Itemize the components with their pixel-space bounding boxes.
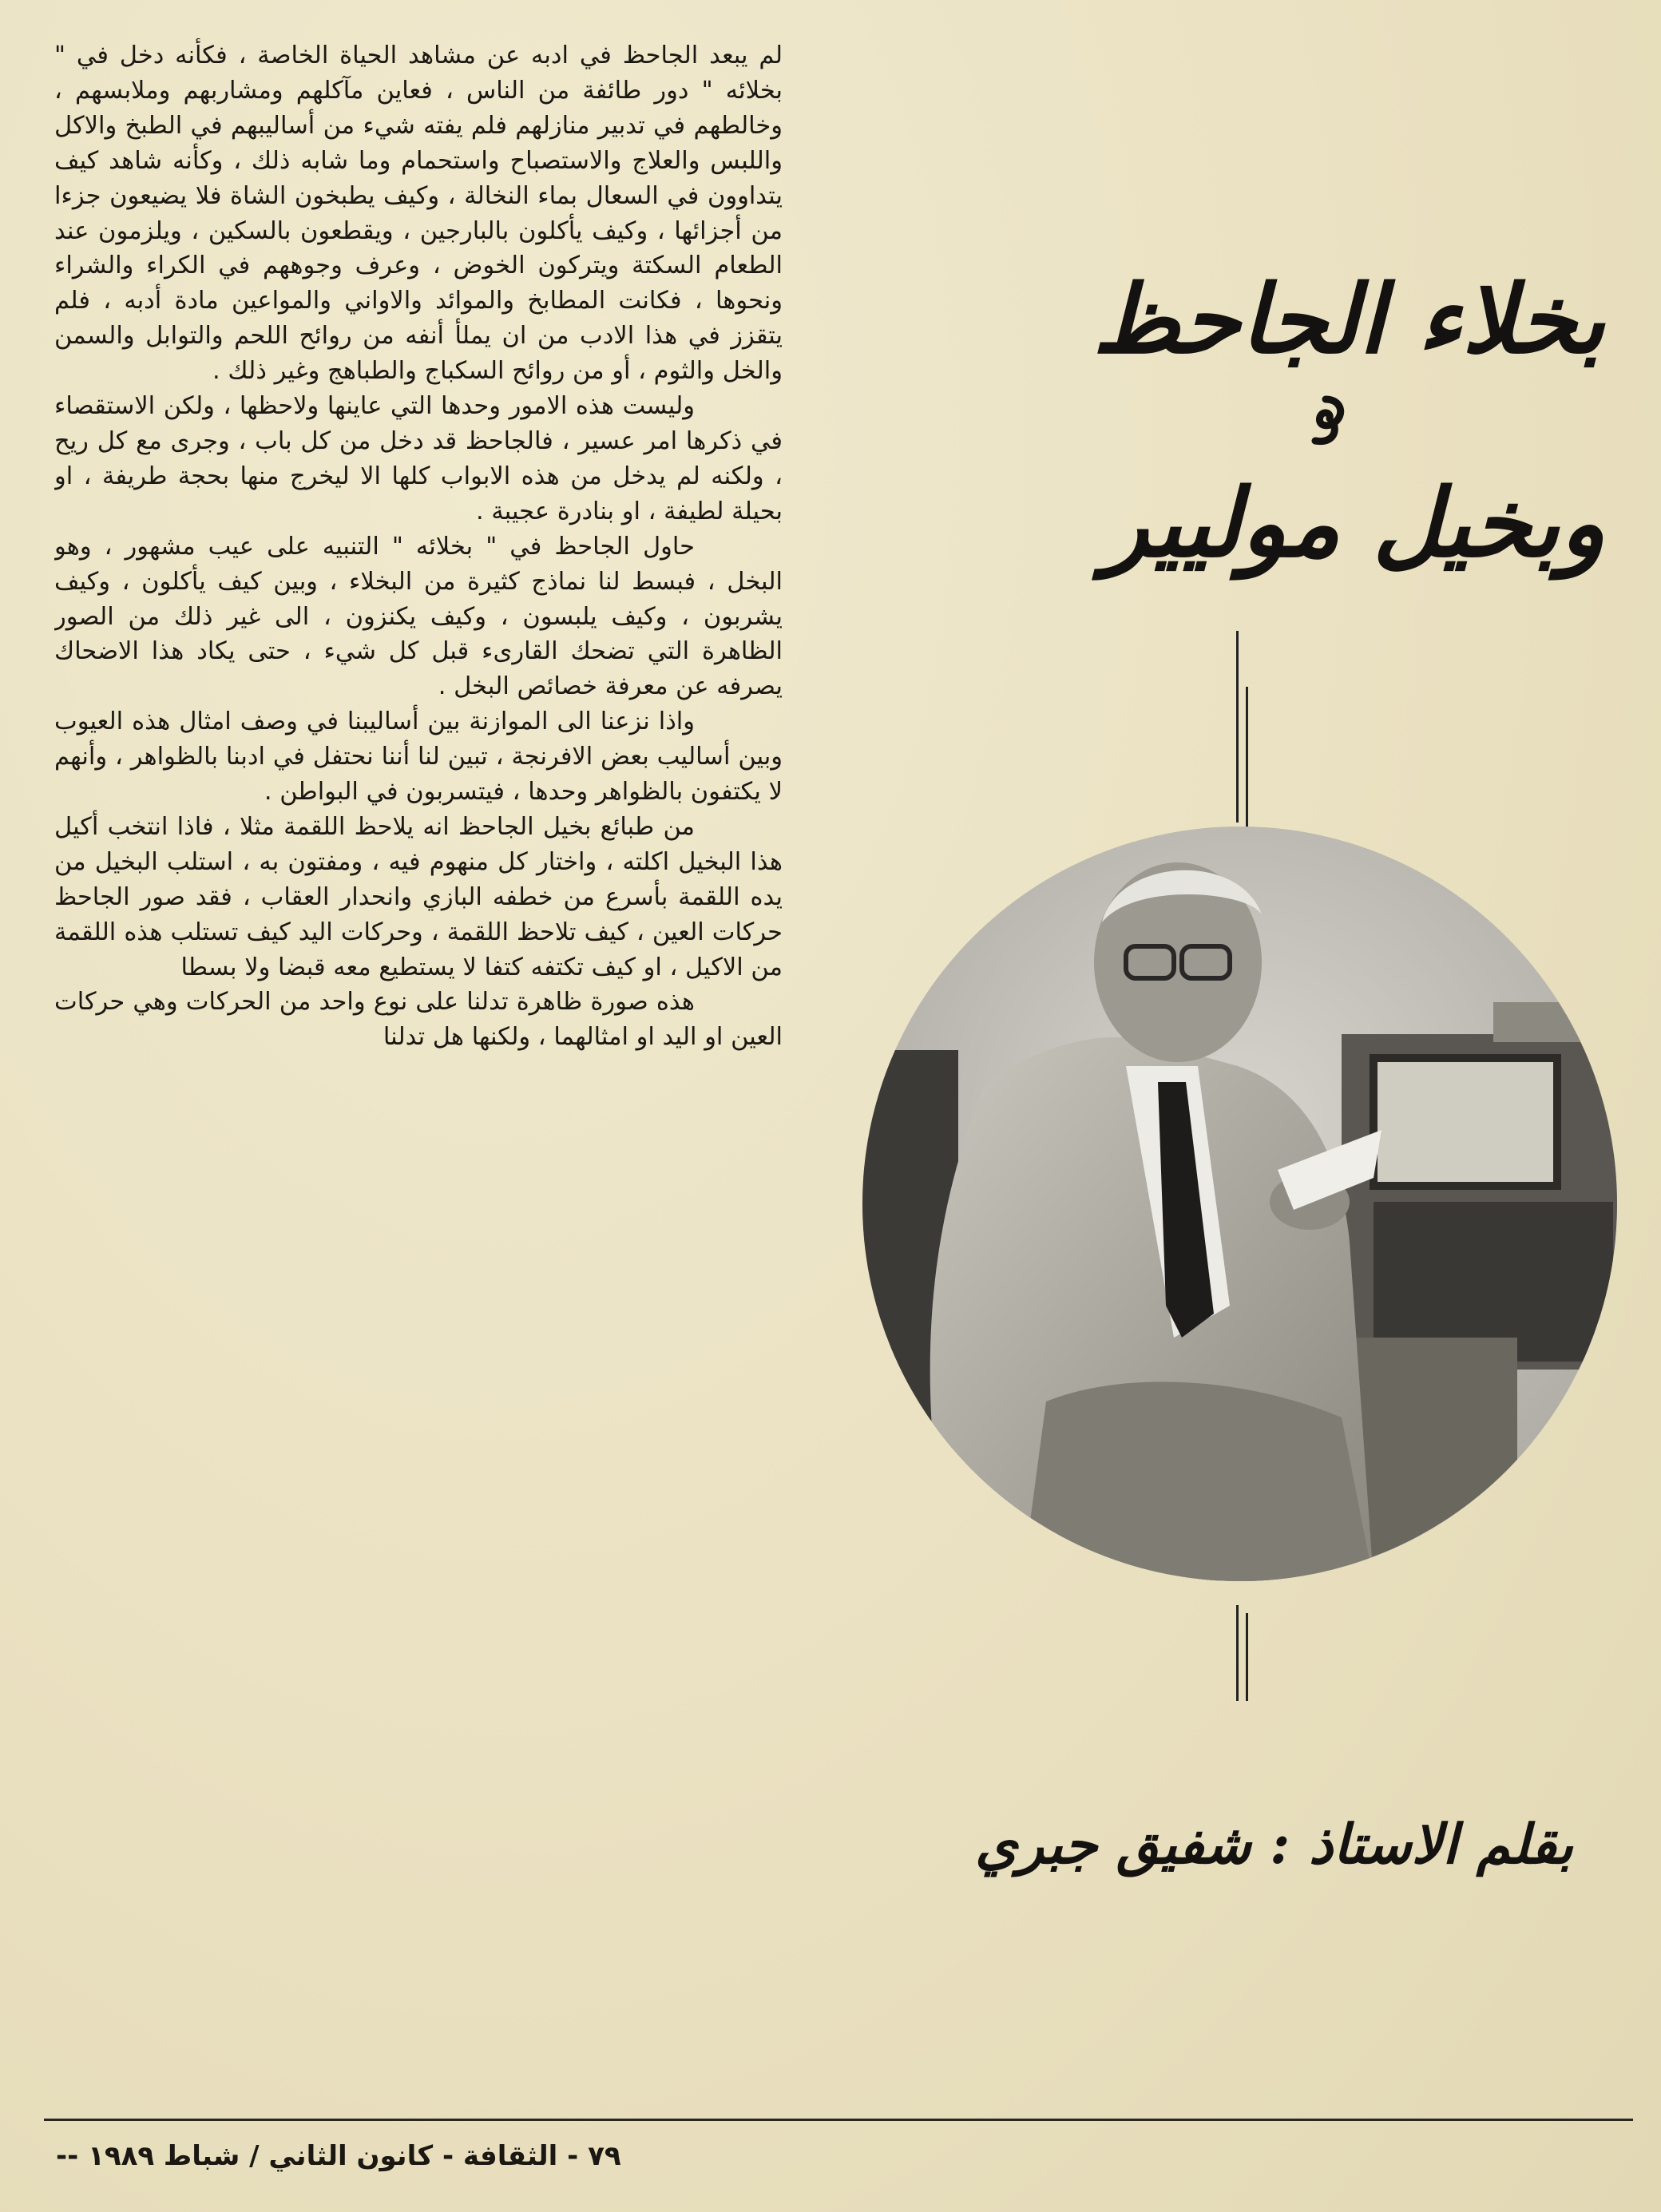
page-footer: -- ٧٩ - الثقافة - كانون الثاني / شباط ١٩٨٩: [56, 2140, 621, 2172]
article-paragraph-4: واذا نزعنا الى الموازنة بين أساليبنا في وصف امثال هذه العيوب وبين أساليب بعض الافرنجة ، تبين لنا أننا نحتفل في ادبنا بالظواهر ، وأنهم لا يكتفون بالظواهر وحدها ، فيتسربون في البواطن .: [54, 708, 783, 807]
divider-rule: [1236, 1605, 1239, 1701]
article-paragraph-2: وليست هذه الامور وحدها التي عاينها ولاحظها ، ولكن الاستقصاء في ذكرها امر عسير ، فالجاحظ قد دخل من كل باب ، وجرى مع كل ريح ، ولكنه لم يدخل من هذه الابواب كلها الا ليخرج منها بحجة طريفة ، او بحيلة لطيفة ، او بنادرة عجيبة .: [54, 392, 783, 525]
article-paragraph-1: لم يبعد الجاحظ في ادبه عن مشاهد الحياة الخاصة ، فكأنه دخل في " بخلائه " دور طائفة من الناس ، فعاين مآكلهم ومشاربهم وملابسهم ، وخالطهم في تدبير منازلهم فلم يفته شيء من أساليبهم في الطبخ والاكل واللبس والعلاج والاستصباح واستحمام وما شابه ذلك ، وكأنه شاهد كيف يتداوون في السعال بماء النخالة ، وكيف يطبخون الشاة فلا يضيعون جزءا من أجزائها ، وكيف يأكلون بالبارجين ، ويقطعون بالسكين ، ويلزمون عند الطعام السكتة ويتركون الخوض ، وعرف وجوههم في الكراء والشراء ونحوها ، فكانت المطابخ والموائد والاواني والمواعين مادة أدبه ، فلم يتقزز في هذا الادب من ان يملأ أنفه من روائح اللحم والتوابل والسمن والخل والثوم ، أو من روائح السكباج والطباهج وغير ذلك .: [54, 42, 783, 386]
title-connector-glyph: [1298, 391, 1354, 447]
article-paragraph-3: حاول الجاحظ في " بخلائه " التنبيه على عيب مشهور ، وهو البخل ، فبسط لنا نماذج كثيرة من البخلاء ، وبين كيف يأكلون ، وكيف يشربون ، وكيف يلبسون ، وكيف يكنزون ، الى غير ذلك من الصور الظاهرة التي تضحك القارىء قبل كل شيء ، حتى يكاد هذا الاضحاك يصرفه عن معرفة خصائص البخل .: [54, 532, 783, 701]
portrait-image: [862, 827, 1617, 1581]
article-body: [54, 38, 783, 2099]
author-photo: [862, 827, 1617, 1581]
divider-rule: [1246, 1613, 1248, 1701]
article-paragraph-5: من طبائع بخيل الجاحظ انه يلاحظ اللقمة مثلا ، فاذا انتخب أكيل هذا البخيل اكلته ، واختار كل منهوم فيه ، ومفتون به ، استلب البخيل من يده اللقمة بأسرع من خطفه البازي وانحدار العقاب ، فقد صور الجاحظ حركات العين ، كيف تلاحظ اللقمة ، وحركات اليد كيف تستلب هذه اللقمة من الاكيل ، او كيف تكتفه كتفا لا يستطيع معه قبضا ولا بسطا: [54, 812, 783, 981]
article-paragraph-6: هذه صورة ظاهرة تدلنا على نوع واحد من الحركات وهي حركات العين او اليد او امثالهما ، ولكنها هل تدلنا: [54, 988, 783, 1052]
divider-rule: [1236, 631, 1239, 823]
divider-rule: [1246, 687, 1248, 846]
title-line-1: بخلاء الجاحظ: [1092, 264, 1605, 375]
author-byline: بقلم الاستاذ : شفيق جبري: [975, 1813, 1573, 1877]
article-title: [1014, 264, 1605, 639]
footer-rule: [44, 2119, 1633, 2121]
title-connector: [1298, 391, 1354, 447]
title-line-2: وبخيل موليير: [1103, 467, 1605, 578]
